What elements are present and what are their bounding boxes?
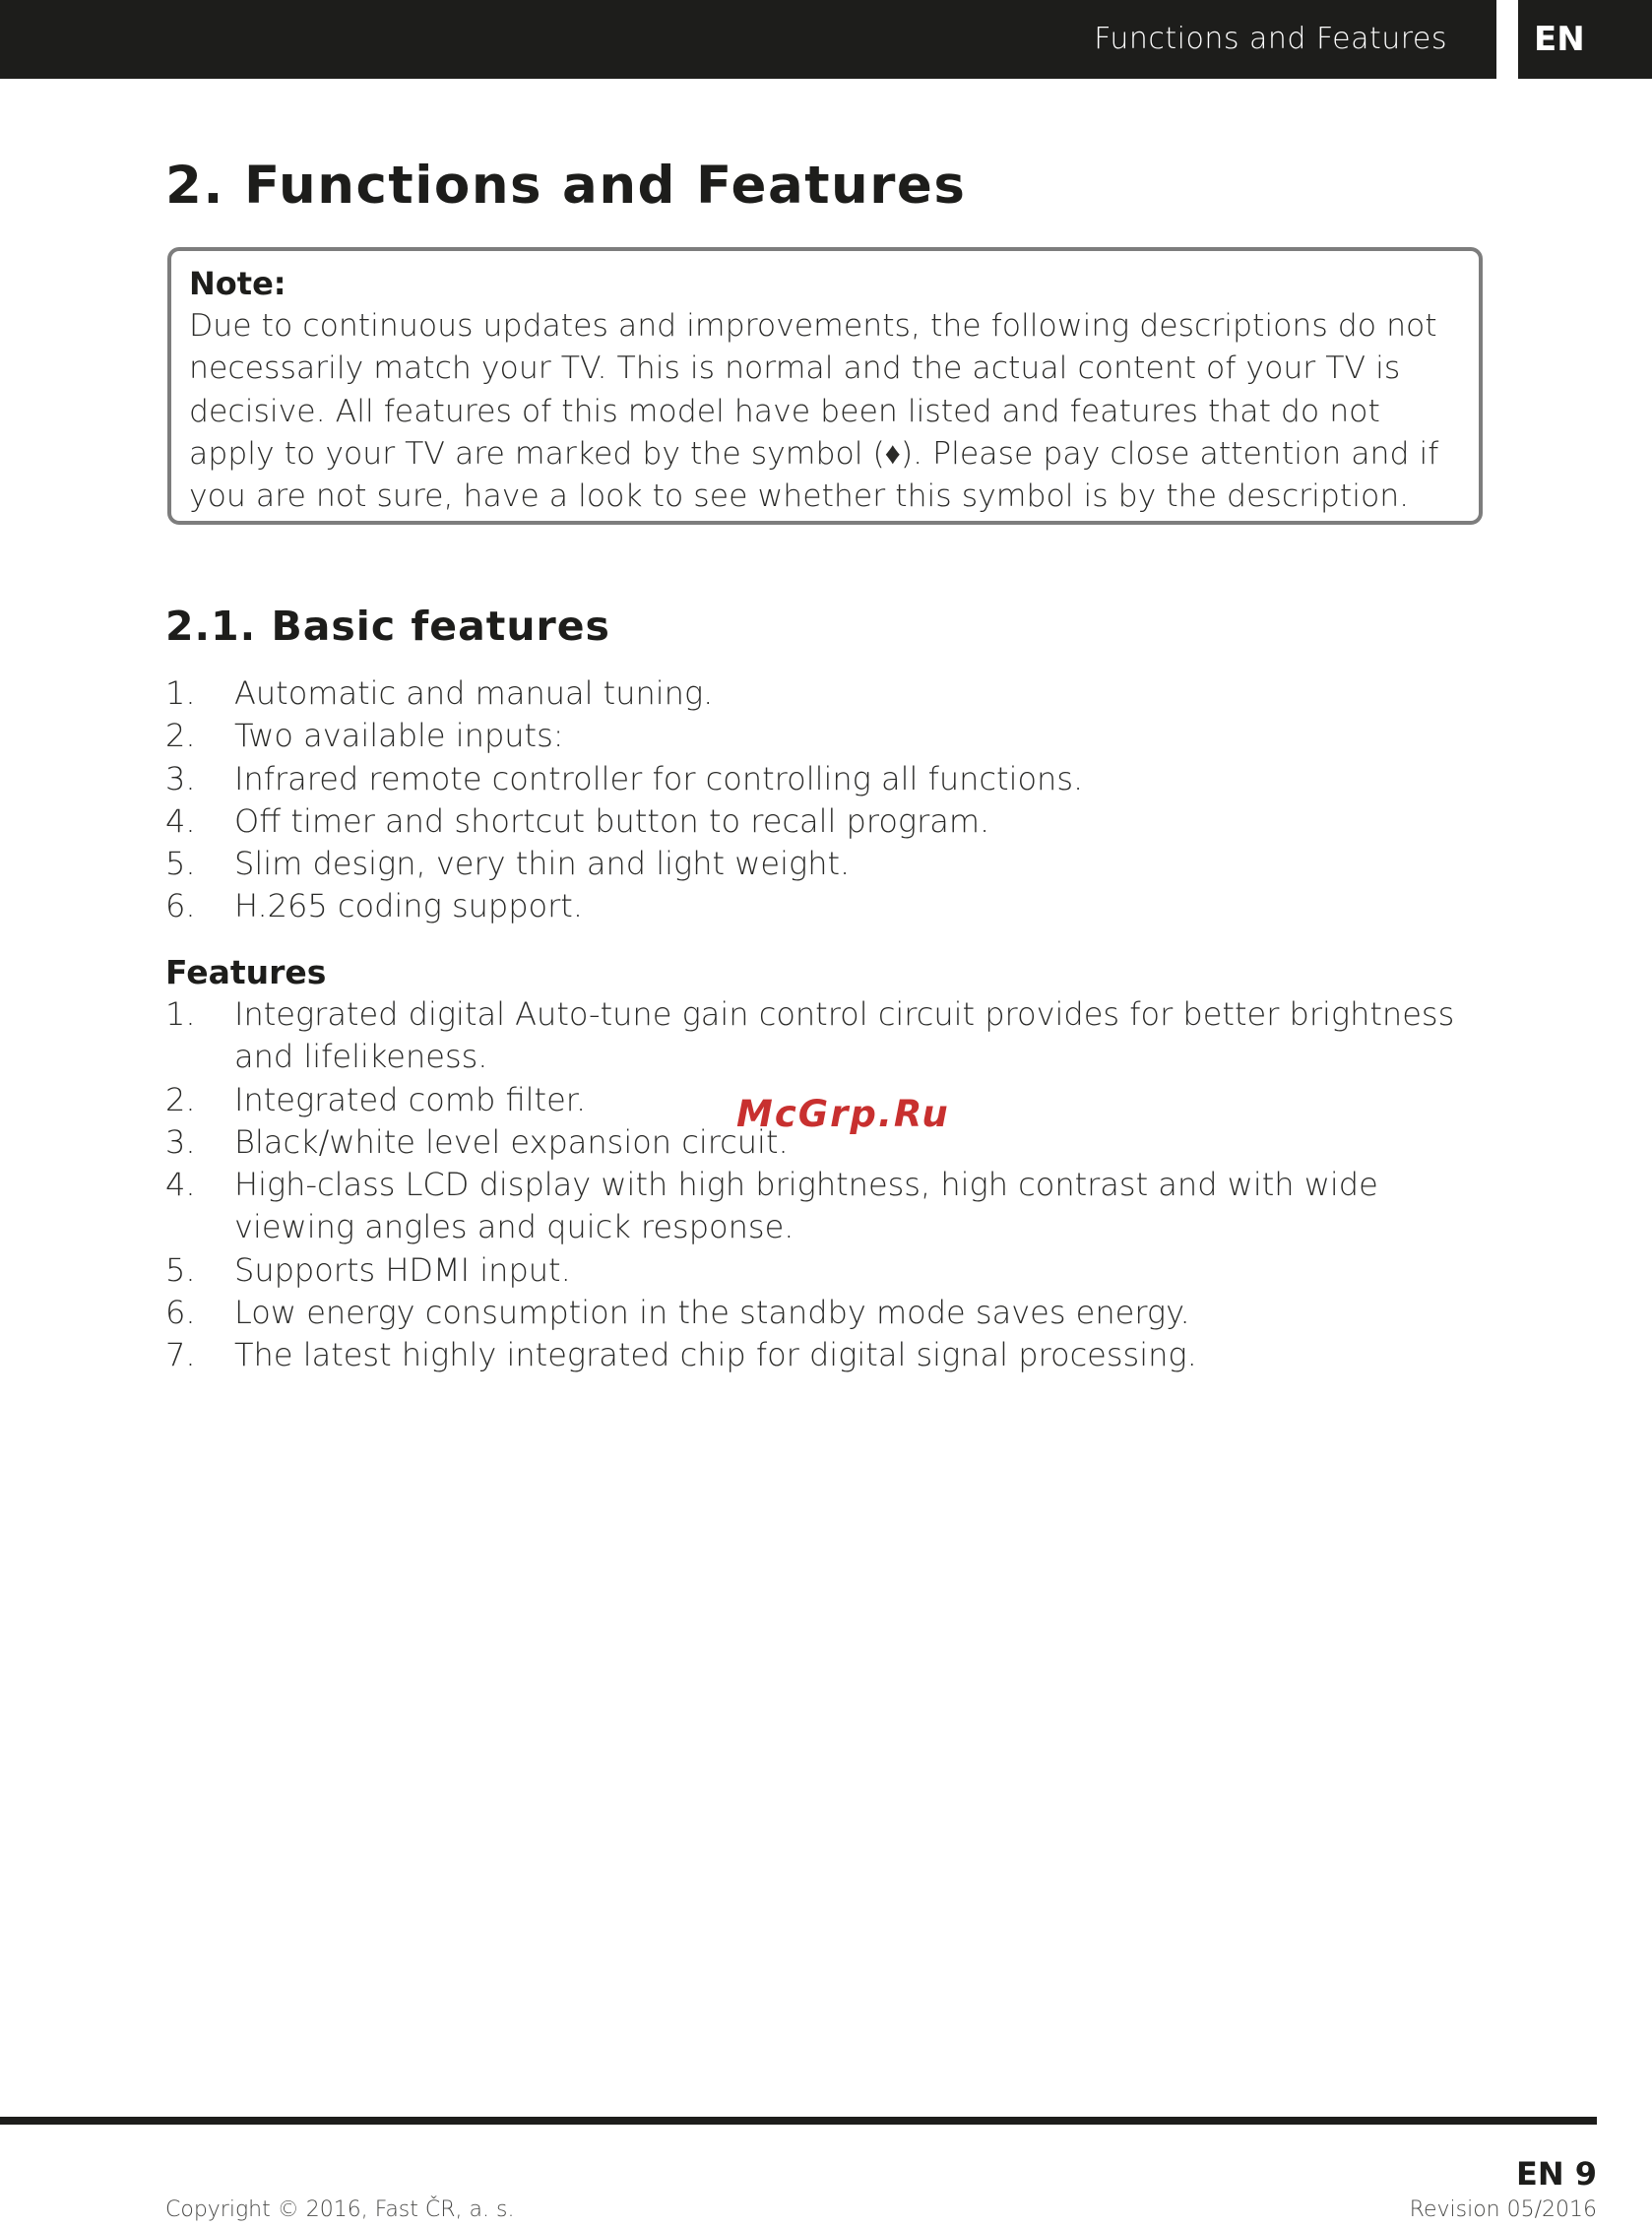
list-item (165, 800, 1490, 843)
item-text: Off timer and shortcut button to recall program. (234, 801, 990, 840)
footer-divider (0, 2117, 1597, 2125)
list-item (165, 1164, 1490, 1249)
watermark: McGrp.Ru (736, 1093, 950, 1135)
note-heading: Note: (189, 265, 286, 302)
features-heading: Features (165, 953, 327, 991)
item-text: Integrated comb filter. (234, 1080, 587, 1118)
item-text: Integrated digital Auto-tune gain control circuit provides for better brightness and lifelikeness. (234, 995, 1455, 1076)
item-number: 7. (165, 1336, 196, 1374)
item-number: 4. (165, 801, 196, 840)
item-text: Slim design, very thin and light weight. (234, 845, 851, 883)
page-title: 2. Functions and Features (165, 156, 967, 216)
item-text: Automatic and manual tuning. (234, 674, 714, 712)
list-item (165, 758, 1490, 800)
item-number: 5. (165, 845, 196, 883)
language-tab (1518, 0, 1652, 79)
item-text: Two available inputs: (234, 717, 564, 755)
list-item (165, 1334, 1490, 1376)
list-item (165, 843, 1490, 885)
item-text: Supports HDMI input. (234, 1250, 571, 1289)
item-number: 6. (165, 887, 196, 925)
note-box (167, 247, 1483, 525)
revision: Revision 05/2016 (1409, 2197, 1597, 2222)
list-item (165, 1292, 1490, 1334)
item-text: H.265 coding support. (234, 887, 583, 925)
header-bar (0, 0, 1496, 79)
item-number: 1. (165, 995, 196, 1033)
item-number: 3. (165, 759, 196, 797)
features-list (165, 993, 1490, 1377)
item-number: 3. (165, 1122, 196, 1161)
item-text: Black/white level expansion circuit. (234, 1122, 789, 1161)
list-item (165, 672, 1490, 715)
item-text: Infrared remote controller for controlling all functions. (234, 759, 1084, 797)
list-item (165, 885, 1490, 927)
item-number: 5. (165, 1250, 196, 1289)
list-item (165, 993, 1490, 1079)
list-item (165, 1249, 1490, 1292)
note-text: Due to continuous updates and improvements, the following descriptions do not necessarily match your TV. This is normal and the actual content of your TV is decisive. All features of this model have been listed and features that do not apply to your TV are marked by the symbol (♦). Please pay close attention and if you are not sure, have a look to see whether this symbol is by the description. (189, 308, 1439, 515)
item-number: 2. (165, 1080, 196, 1118)
section-title: Functions and Features (1094, 22, 1447, 56)
item-number: 4. (165, 1166, 196, 1204)
item-text: High-class LCD display with high brightness, high contrast and with wide viewing angles and quick response. (234, 1166, 1378, 1246)
list-item (165, 715, 1490, 757)
item-number: 6. (165, 1294, 196, 1332)
item-number: 2. (165, 717, 196, 755)
language-label: EN (1534, 20, 1585, 59)
item-number: 1. (165, 674, 196, 712)
basic-features-list (165, 672, 1490, 928)
page-number: EN 9 (1515, 2155, 1597, 2193)
basic-features-heading: 2.1. Basic features (165, 603, 610, 650)
item-text: The latest highly integrated chip for digital signal processing. (234, 1336, 1197, 1374)
copyright: Copyright © 2016, Fast ČR, a. s. (165, 2197, 515, 2222)
item-text: Low energy consumption in the standby mode saves energy. (234, 1294, 1190, 1332)
